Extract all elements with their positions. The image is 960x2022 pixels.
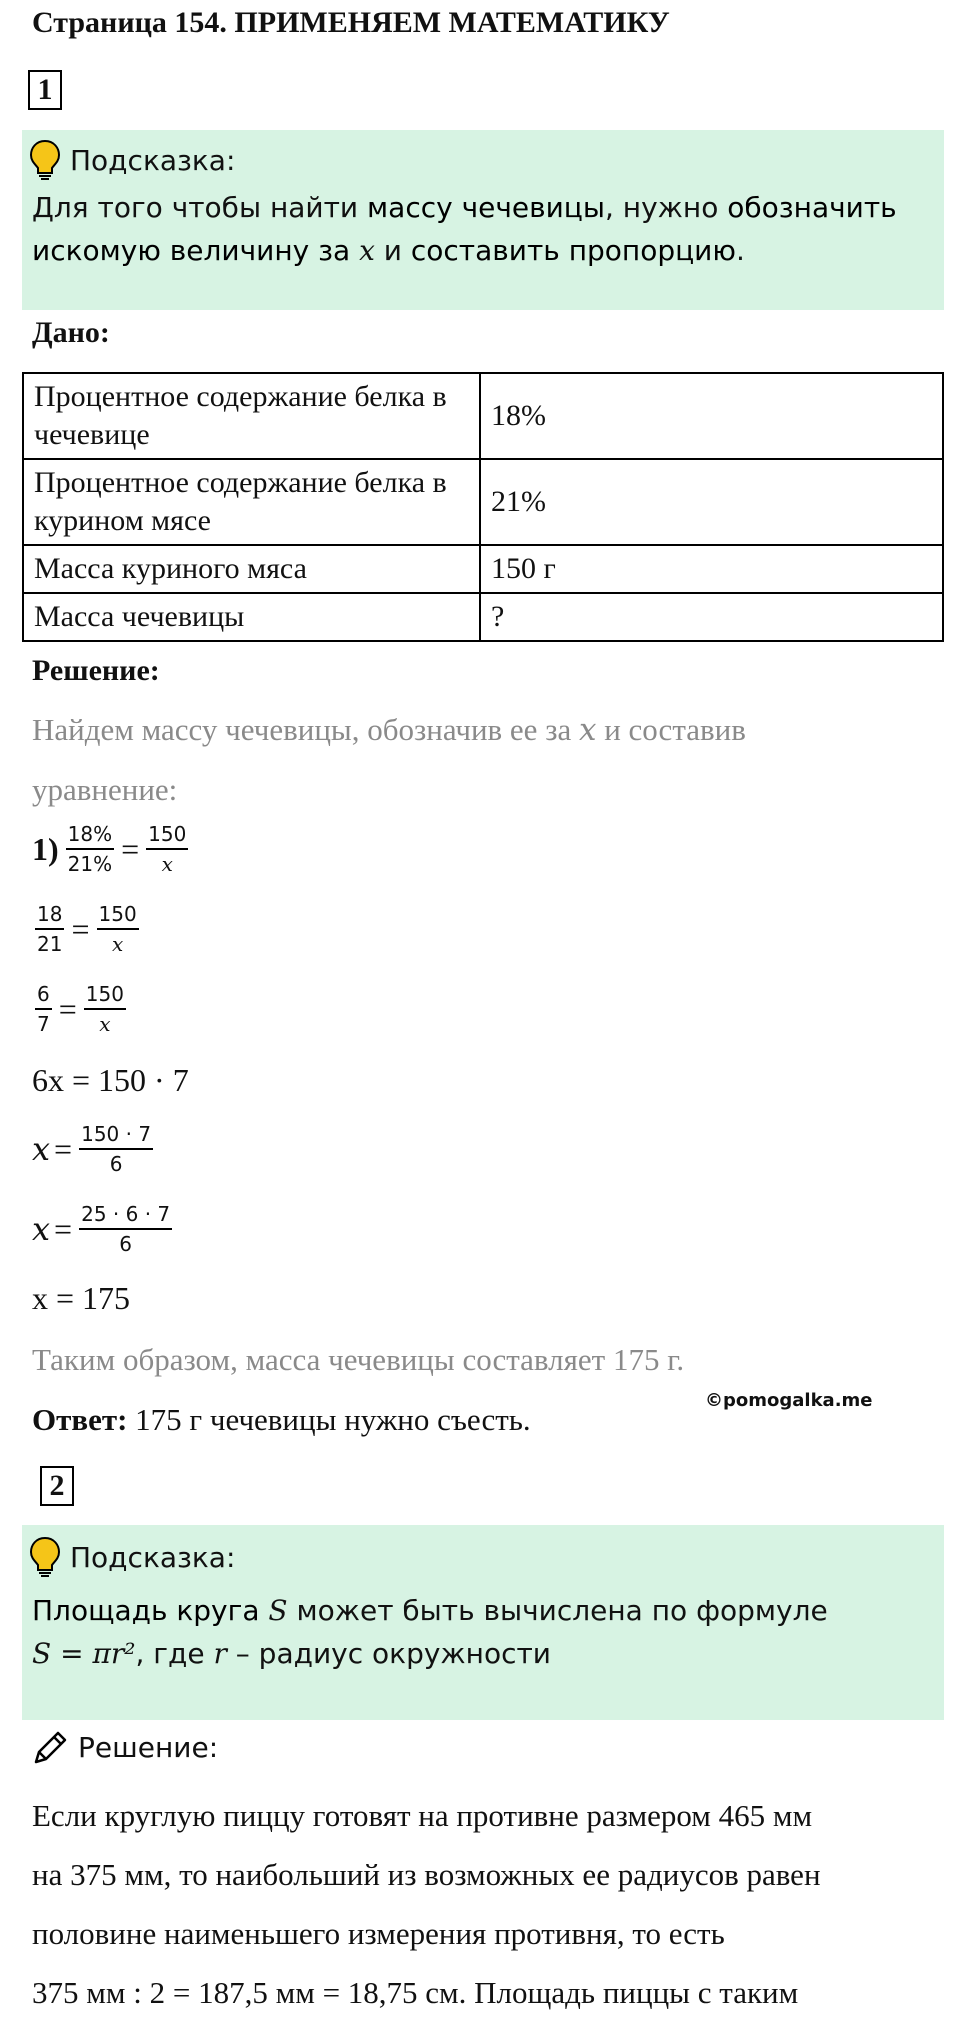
hint-variable: x <box>359 234 375 267</box>
fraction <box>79 1122 153 1176</box>
equation-step-2: $\frac{18}{21}$ = $\frac{150}{x}$ <box>37 902 137 956</box>
fraction <box>66 822 114 876</box>
numerator: 150 <box>146 822 188 850</box>
fraction <box>146 822 188 876</box>
equation-step-7: x = 175 <box>32 1280 131 1316</box>
hint-highlight: Площадь круга <box>32 1594 260 1627</box>
text-line: на 375 мм, то наибольший из возможных ее радиусов равен <box>32 1857 821 1892</box>
page-title: Страница 154. ПРИМЕНЯЕМ МАТЕМАТИКУ <box>32 6 670 39</box>
table-cell-key: Процентное содержание белка в курином мясе <box>23 459 480 545</box>
hint-label: Подсказка: <box>70 143 236 177</box>
answer-text: 175 г чечевицы нужно съесть. <box>135 1402 531 1437</box>
task-number-2: 2 <box>40 1466 74 1506</box>
hint-part: , где <box>135 1637 205 1670</box>
watermark: ©pomogalka.me <box>705 1390 873 1411</box>
equation-step-6: x = $\frac{25 \cdot 6 \cdot 7}{6}$ <box>32 1202 171 1256</box>
hint-highlight: составить пропорцию <box>410 234 736 267</box>
hint-text <box>22 182 944 272</box>
table-cell-key: Процентное содержание белка в чечевице <box>23 373 480 459</box>
numerator: 150 <box>97 902 139 930</box>
task-number-1: 1 <box>28 70 62 110</box>
fraction <box>79 1202 172 1256</box>
table-cell-value: 21% <box>480 459 943 545</box>
denominator: 6 <box>109 1152 123 1176</box>
conclusion: Таким образом, масса чечевицы составляет 175 г. <box>32 1342 685 1377</box>
hint-part: , нужно <box>604 191 728 224</box>
denominator: 21% <box>67 852 113 876</box>
answer <box>32 1402 531 1438</box>
pencil-icon <box>32 1728 70 1766</box>
denominator: 6 <box>119 1232 132 1256</box>
table-cell-value: ? <box>480 593 943 641</box>
equation-step-1: 1) $\frac{18\%}{21\%}$ = $\frac{150}{x}$ <box>32 822 187 876</box>
intro-variable: x <box>578 712 597 748</box>
table-cell-value: 18% <box>480 373 943 459</box>
numerator: 18% <box>66 822 114 850</box>
lightbulb-icon <box>28 1535 62 1579</box>
table-row <box>23 545 943 593</box>
hint-part: Для того чтобы найти <box>32 191 368 224</box>
numerator: 150 · 7 <box>79 1122 153 1150</box>
hint-highlight: обозначить искомую величину за <box>32 191 897 267</box>
intro-part: Найдем массу чечевицы, обозначив ее за <box>32 712 572 747</box>
equation-step-3: $\frac{6}{7}$ = $\frac{150}{x}$ <box>37 982 124 1036</box>
hint-formula: S = πr² <box>32 1637 136 1670</box>
text-line: 375 мм : 2 = 187,5 мм = 18,75 см. Площадь пиццы с таким <box>32 1975 799 2010</box>
fraction <box>35 982 52 1036</box>
table-row <box>23 459 943 545</box>
denominator: x <box>99 1012 111 1036</box>
hint-label: Подсказка: <box>70 1540 236 1574</box>
hint-part: . <box>735 234 745 267</box>
text-line: Если круглую пиццу готовят на противне размером 465 мм <box>32 1798 813 1833</box>
hint-box-2 <box>22 1525 944 1720</box>
table-row <box>23 593 943 641</box>
hint-part: и <box>374 234 411 267</box>
fraction <box>97 902 139 956</box>
solution-intro <box>32 712 746 748</box>
solution-header-2 <box>32 1728 218 1766</box>
intro-part: и составив <box>604 712 746 747</box>
given-label: Дано: <box>32 316 110 349</box>
answer-label: Ответ: <box>32 1402 128 1437</box>
hint-highlight: массу чечевицы <box>367 191 605 224</box>
given-table <box>22 372 944 642</box>
table-cell-key: Масса куриного мяса <box>23 545 480 593</box>
denominator: x <box>161 852 173 876</box>
table-cell-key: Масса чечевицы <box>23 593 480 641</box>
solution-label-2: Решение: <box>78 1730 219 1764</box>
table-cell-value: 150 г <box>480 545 943 593</box>
hint-box-1 <box>22 130 944 310</box>
hint-part: – радиус окружности <box>235 1637 551 1670</box>
solution-label: Решение: <box>32 654 160 687</box>
equation-step-5: x = $\frac{150 \cdot 7}{6}$ <box>32 1122 152 1176</box>
denominator: 7 <box>37 1012 50 1036</box>
equation-step-4: 6x = 150 · 7 <box>32 1062 189 1098</box>
hint-text <box>22 1579 944 1675</box>
numerator: 18 <box>35 902 64 930</box>
denominator: x <box>111 932 124 956</box>
numerator: 150 <box>84 982 126 1010</box>
lhs-variable: x <box>32 1210 51 1248</box>
lhs-variable: x <box>32 1130 51 1168</box>
hint-variable: r <box>213 1637 227 1670</box>
hint-part: может быть вычислена по формуле <box>296 1594 828 1627</box>
hint-variable: S <box>268 1594 288 1627</box>
table-row <box>23 373 943 459</box>
denominator: 21 <box>37 932 63 956</box>
fraction <box>35 902 64 956</box>
fraction <box>84 982 126 1036</box>
solution-text-2 <box>32 1786 932 2022</box>
lightbulb-icon <box>28 138 62 182</box>
numerator: 25 · 6 · 7 <box>79 1202 172 1230</box>
solution-intro-cont: уравнение: <box>32 772 178 807</box>
step-label: 1) <box>32 830 59 867</box>
text-line: половине наименьшего измерения противня, то есть <box>32 1916 725 1951</box>
numerator: 6 <box>35 982 52 1010</box>
